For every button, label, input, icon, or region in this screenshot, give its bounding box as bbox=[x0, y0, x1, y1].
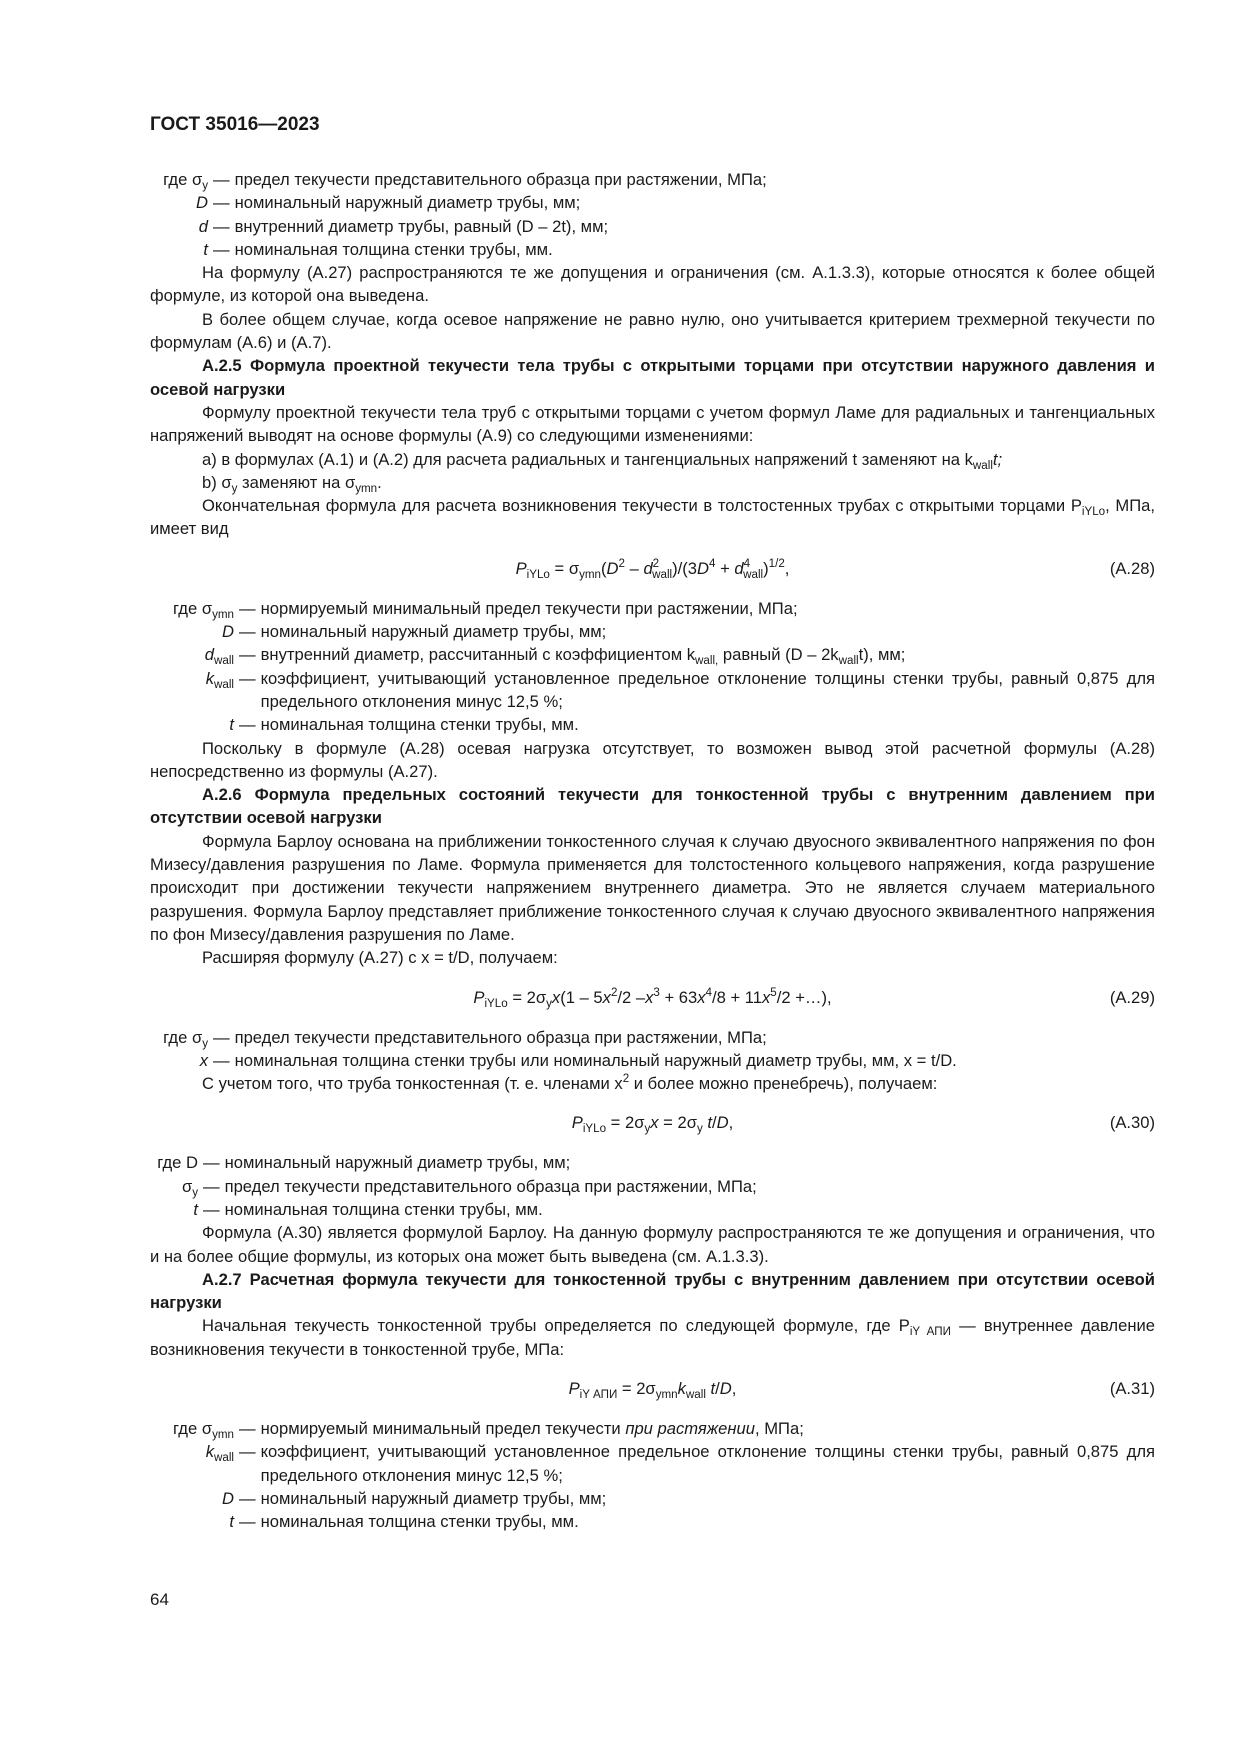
formula-a31 bbox=[150, 1365, 1155, 1411]
formula-expression: $P_{iYLo} = 2\sigma_yx = 2\sigma_y$ t/D, bbox=[571, 1113, 734, 1136]
definition-item: D — номинальный наружный диаметр трубы, мм; bbox=[222, 622, 607, 642]
definition-item: где $\sigma_y$ — предел текучести представительного образца при растяжении, МПа; bbox=[150, 168, 1155, 191]
definition-symbol: t bbox=[203, 239, 208, 259]
formula-expression: $P_{iYLo} = \sigma_{ymn}(D^2 - d^2_{wall})/(3D^4 + d^4_{wall})^{1/2}$, bbox=[515, 556, 790, 581]
definitions-list-5 bbox=[150, 1417, 1155, 1533]
page-number: 64 bbox=[150, 1590, 169, 1609]
definition-item: $\sigma_y$ — предел текучести представительного образца при растяжении, МПа; bbox=[181, 1176, 757, 1199]
paragraph: В более общем случае, когда осевое напряжение не равно нулю, оно учитывается критерием трехмерной текучести по формулам (А.6) и (А.7). bbox=[150, 309, 1155, 353]
definition-item: где $\sigma_{ymn}$ — нормируемый минимальный предел текучести при растяжении, МПа; bbox=[172, 1419, 804, 1442]
definition-item: d — внутренний диаметр трубы, равный (D – 2t), мм; bbox=[150, 215, 1155, 238]
paragraph: Формулу проектной текучести тела труб с открытыми торцами с учетом формул Ламе для радиальных и тангенциальных напряжений выводят на основе формулы (А.9) со следующими изменениями: bbox=[150, 402, 1155, 446]
section-heading-a27: А.2.7 Расчетная формула текучести для тонкостенной трубы с внутренним давлением при отсутствии осевой нагрузки bbox=[150, 1269, 1155, 1313]
paragraph: Расширяя формулу (А.27) с x = t/D, получаем: bbox=[202, 948, 558, 968]
paragraph: Начальная текучесть тонкостенной трубы определяется по следующей формуле, где $P_{iY АПИ}$ — внутреннее давление возникновения текучести в тонкостенной трубе, МПа: bbox=[150, 1316, 1156, 1359]
formula-a30 bbox=[150, 1099, 1155, 1145]
formula-number: (А.28) bbox=[1109, 558, 1155, 578]
formula-number: (А.31) bbox=[1109, 1379, 1155, 1399]
definition-item: где $\sigma_y$ — предел текучести представительного образца при растяжении, МПа; bbox=[163, 1027, 767, 1050]
paragraph: Окончательная формула для расчета возникновения текучести в толстостенных трубах с открытыми торцами $P_{iYLo}$, МПа, имеет вид bbox=[150, 496, 1155, 539]
definition-item: где $\sigma_{ymn}$ — нормируемый минимальный предел текучести при растяжении, МПа; bbox=[172, 598, 798, 621]
formula-number: (А.29) bbox=[1109, 987, 1155, 1007]
definition-item: t — номинальная толщина стенки трубы, мм. bbox=[150, 238, 1155, 261]
definition-item: $k_{wall}$ — коэффициент, учитывающий установленное предельное отклонение толщины стенки трубы, равный 0,875 для предельного отклонения минус 12,5 %; bbox=[205, 1442, 1155, 1485]
section-heading-a26: А.2.6 Формула предельных состояний текучести для тонкостенной трубы с внутренним давлением при отсутствии осевой нагрузки bbox=[150, 785, 1155, 828]
document-header-title: ГОСТ 35016—2023 bbox=[150, 114, 320, 135]
definitions-list-2 bbox=[150, 597, 1155, 737]
paragraph: На формулу (А.27) распространяются те же допущения и ограничения (см. А.1.3.3), которые относятся к более общей формуле, из которой она выведена. bbox=[150, 263, 1155, 306]
list-item-a: а) в формулах (А.1) и (А.2) для расчета радиальных и тангенциальных напряжений t заменяют на $k_{wall}t$; bbox=[202, 449, 1003, 472]
definition-symbol-subscript: y bbox=[202, 179, 208, 192]
definition-item: x — номинальная толщина стенки трубы или номинальный наружный диаметр трубы, мм, x = t/D. bbox=[199, 1050, 957, 1070]
definitions-list-1 bbox=[150, 168, 1155, 261]
definition-item: t — номинальная толщина стенки трубы, мм. bbox=[193, 1199, 543, 1219]
page-content bbox=[150, 168, 1155, 1534]
definition-symbol: D bbox=[196, 193, 208, 213]
section-heading-a25: А.2.5 Формула проектной текучести тела трубы с открытыми торцами при отсутствии наружного давления и осевой нагрузки bbox=[150, 356, 1155, 399]
definition-item: D — номинальный наружный диаметр трубы, мм; bbox=[222, 1488, 607, 1508]
definition-item: t — номинальная толщина стенки трубы, мм. bbox=[229, 715, 579, 735]
definition-text: номинальный наружный диаметр трубы, мм; bbox=[234, 193, 581, 213]
list-item-b: b) $\sigma_y$ заменяют на $\sigma_{ymn}$. bbox=[202, 472, 382, 495]
formula-expression: $P_{iY АПИ} = 2\sigma_{ymn}k_{wall}$ t/D, bbox=[568, 1379, 737, 1402]
definition-item: t — номинальная толщина стенки трубы, мм. bbox=[229, 1512, 579, 1532]
formula-a28 bbox=[150, 545, 1155, 591]
definitions-list-3 bbox=[150, 1026, 1155, 1073]
definition-text: предел текучести представительного образца при растяжении, МПа; bbox=[234, 170, 767, 189]
definition-text: номинальная толщина стенки трубы, мм. bbox=[234, 239, 553, 259]
formula-number: (А.30) bbox=[1109, 1113, 1155, 1133]
paragraph: Формула Барлоу основана на приближении тонкостенного случая к случаю двуосного эквивалентного напряжения по фон Мизесу/давления разрушения по Ламе. Формула применяется для толстостенного кольцевого напряжения, когда разрушение происходит при достижении текучести напряжением внутреннего диаметра. Это не является случаем материального разрушения. Формула Барлоу представляет приближение тонкостенного случая к случаю двуосного эквивалентного напряжения по фон Мизесу/давления разрушения по Ламе. bbox=[150, 831, 1155, 944]
definition-symbol: d bbox=[198, 216, 208, 236]
definition-symbol: где σ bbox=[163, 170, 203, 189]
definition-item: D — номинальный наружный диаметр трубы, мм; bbox=[150, 191, 1155, 214]
formula-expression: $P_{iYLo} = 2\sigma_yx(1 - 5x^2/2$ $-x^3 + 63x^4/8 + 11x^5/2$ +…), bbox=[473, 985, 832, 1010]
definition-text: внутренний диаметр трубы, равный (D – 2t), мм; bbox=[234, 216, 609, 236]
definitions-list-4 bbox=[150, 1151, 1155, 1221]
formula-a29 bbox=[150, 974, 1155, 1020]
definition-item: где D — номинальный наружный диаметр трубы, мм; bbox=[157, 1153, 571, 1173]
paragraph: Поскольку в формуле (А.28) осевая нагрузка отсутствует, то возможен вывод этой расчетной формулы (А.28) непосредственно из формулы (А.27). bbox=[150, 738, 1155, 781]
definition-item: $d_{wall}$ — внутренний диаметр, рассчитанный с коэффициентом $k_{wall,}$ равный $(D - 2k_{wall}t)$, мм; bbox=[204, 645, 906, 668]
paragraph: Формула (А.30) является формулой Барлоу. На данную формулу распространяются те же допущения и ограничения, что и на более общие формулы, из которых она может быть выведена (см. А.1.3.3). bbox=[150, 1223, 1155, 1266]
paragraph: С учетом того, что труба тонкостенная (т. е. членами $x^2$ и более можно пренебречь), получаем: bbox=[202, 1072, 938, 1094]
definition-item: $k_{wall}$ — коэффициент, учитывающий установленное предельное отклонение толщины стенки трубы, равный 0,875 для предельного отклонения минус 12,5 %; bbox=[205, 668, 1155, 711]
